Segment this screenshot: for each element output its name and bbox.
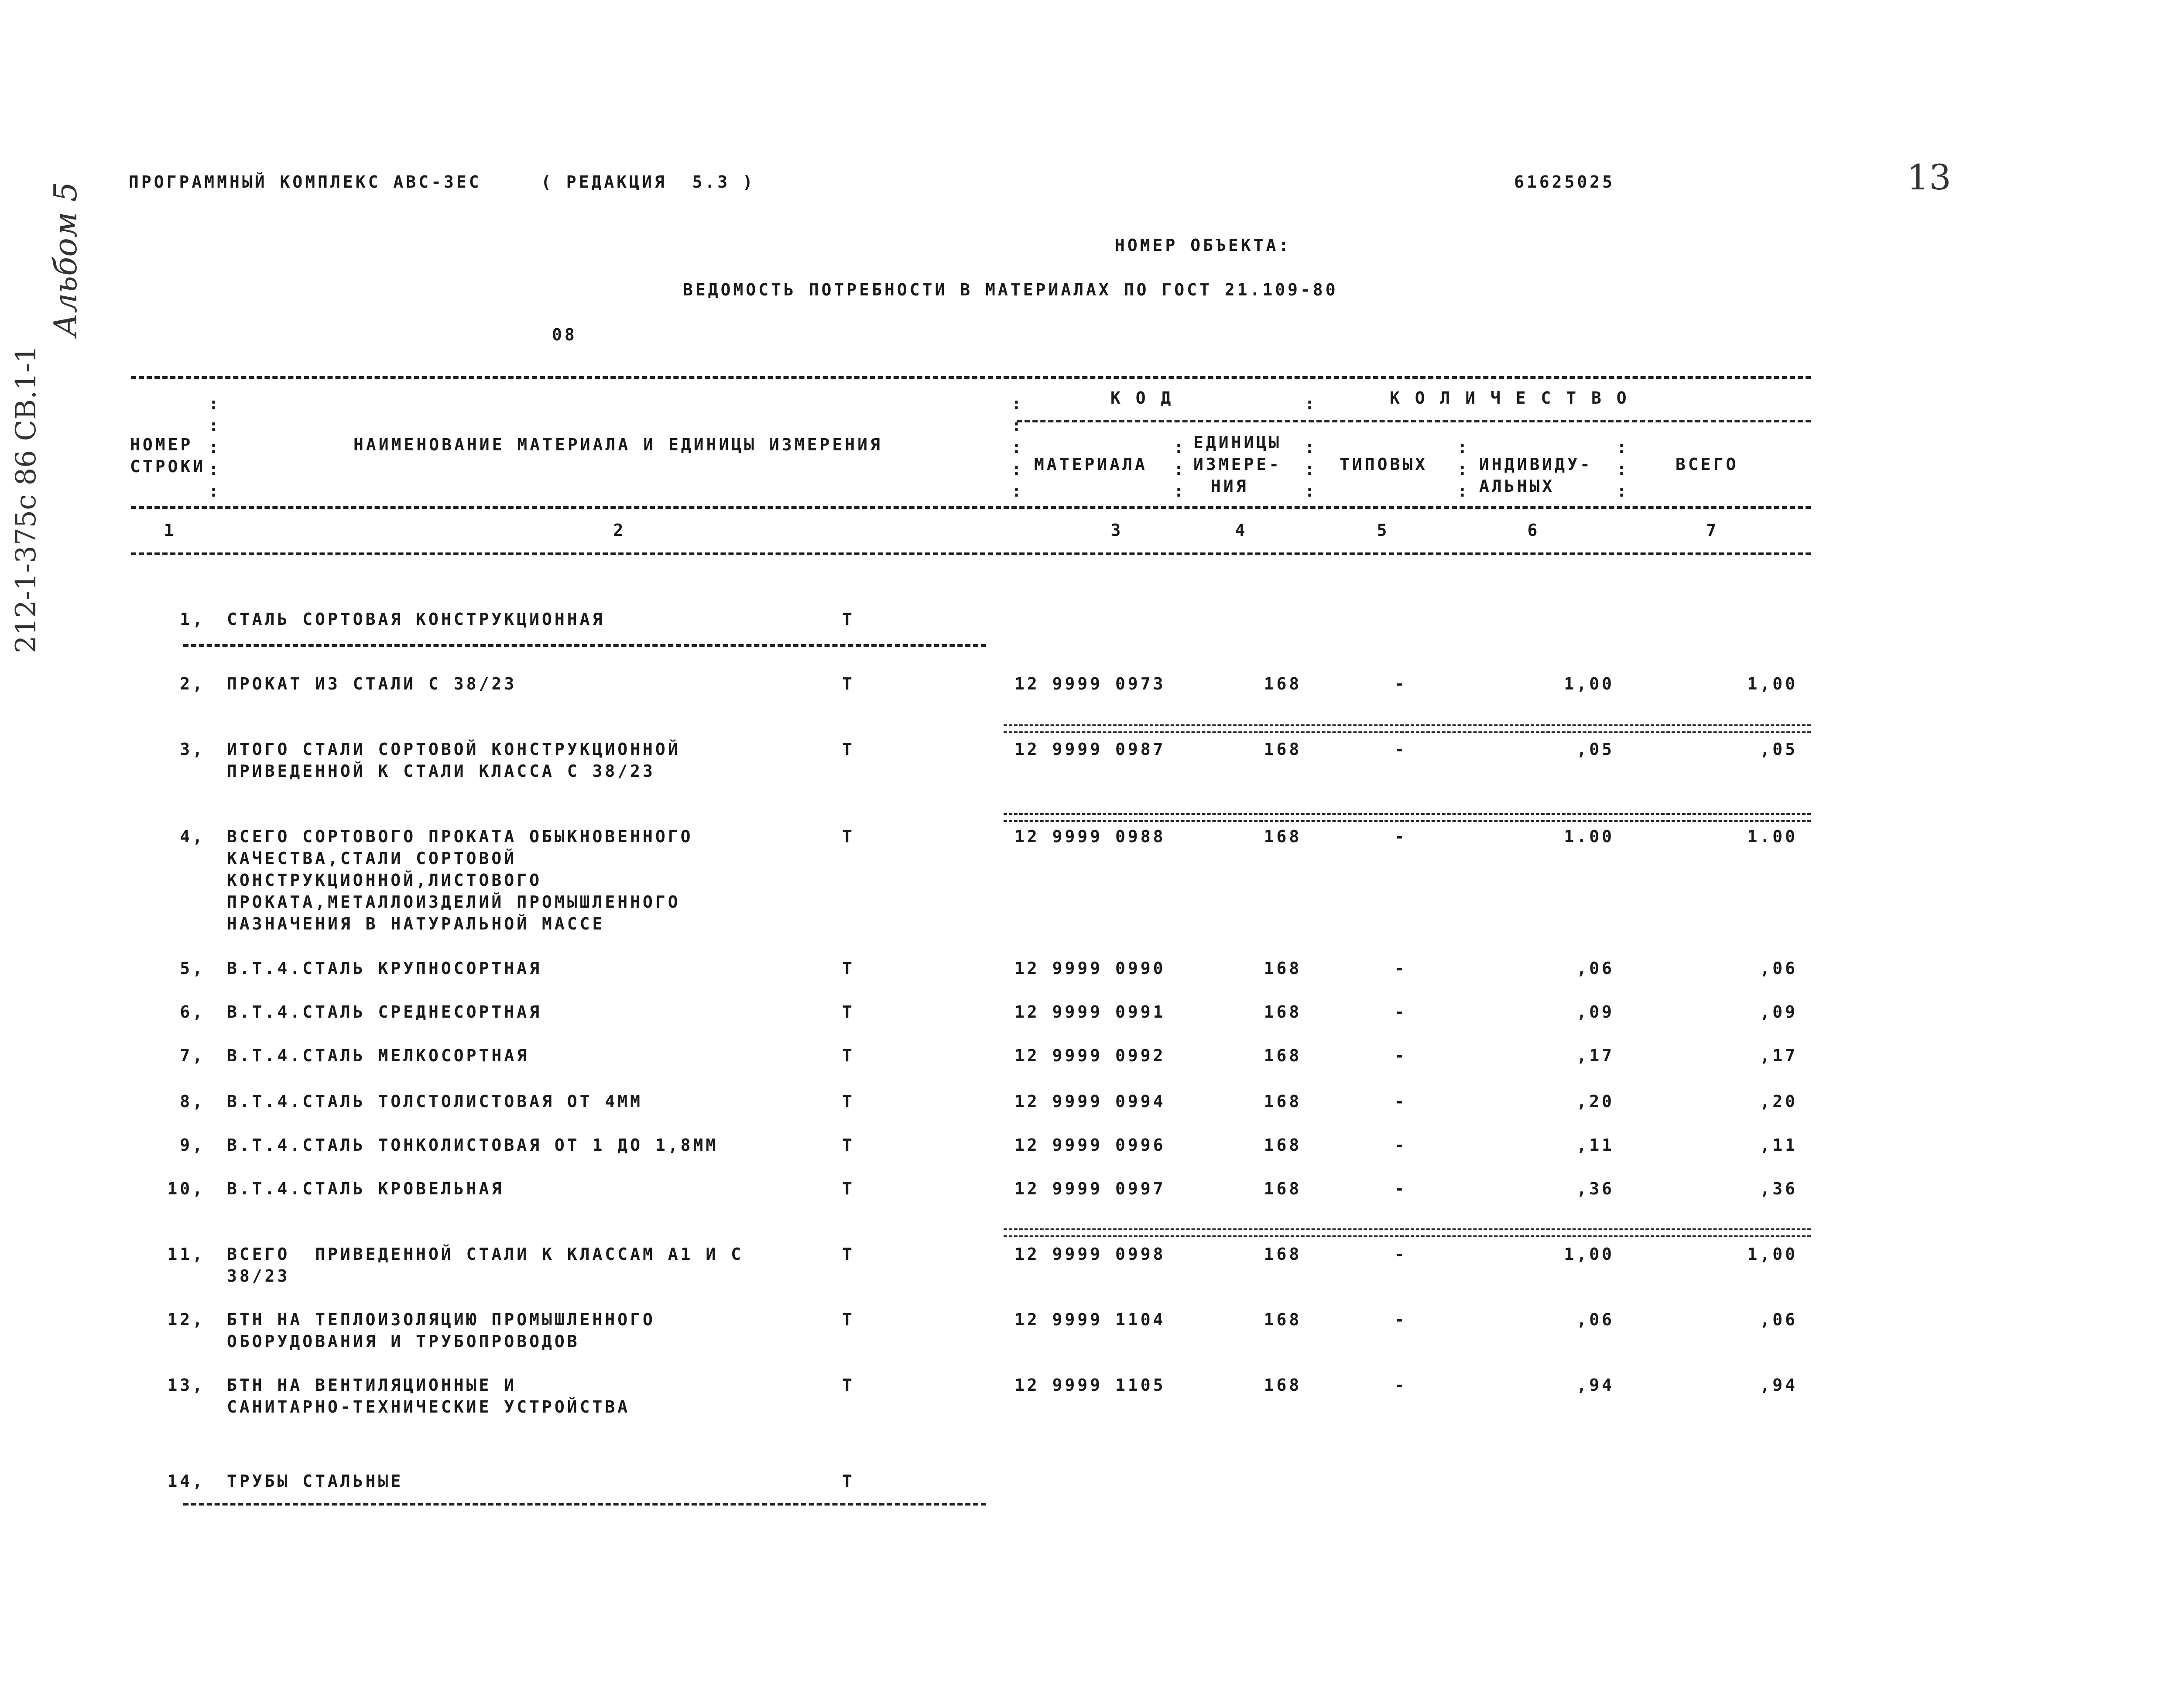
total-qty: ,17	[1760, 1046, 1798, 1065]
unit-code: 168	[1264, 1179, 1302, 1198]
header-total: ВСЕГО	[1676, 455, 1739, 474]
material-name: В.Т.4.СТАЛЬ ТОНКОЛИСТОВАЯ ОТ 1 ДО 1,8ММ	[227, 1135, 719, 1155]
unit-mark: Т	[842, 959, 855, 978]
header-individual-2: АЛЬНЫХ	[1479, 477, 1555, 496]
material-name: ВСЕГО ПРИВЕДЕННОЙ СТАЛИ К КЛАССАМ А1 И С	[227, 1245, 744, 1264]
row-number: 2,	[180, 674, 205, 693]
unit-mark: Т	[842, 1245, 855, 1264]
material-name: ПРОКАТ ИЗ СТАЛИ С 38/23	[227, 674, 517, 693]
total-qty: ,11	[1760, 1135, 1798, 1155]
material-name: ОБОРУДОВАНИЯ И ТРУБОПРОВОДОВ	[227, 1332, 580, 1351]
margin-album-note: Альбом 5	[47, 182, 84, 337]
individual-qty: 1.00	[1564, 827, 1614, 846]
total-qty: ,06	[1760, 1310, 1798, 1329]
object-number: 08	[552, 325, 577, 344]
individual-qty: ,11	[1576, 1135, 1614, 1155]
material-name: В.Т.4.СТАЛЬ ТОЛСТОЛИСТОВАЯ ОТ 4ММ	[227, 1092, 643, 1111]
unit-mark: Т	[842, 610, 855, 629]
material-code: 12 9999 0990	[1014, 959, 1166, 978]
header-name: НАИМЕНОВАНИЕ МАТЕРИАЛА И ЕДИНИЦЫ ИЗМЕРЕНИЯ	[353, 435, 883, 454]
total-qty: 1,00	[1747, 674, 1798, 693]
unit-code: 168	[1264, 1375, 1302, 1395]
row1-underline	[183, 644, 986, 647]
double-rule-3	[1004, 724, 1811, 733]
unit-code: 168	[1264, 1245, 1302, 1264]
material-code: 12 9999 1105	[1014, 1375, 1166, 1395]
typical-qty: -	[1394, 740, 1407, 759]
col-number-3: 3	[1110, 521, 1124, 540]
total-qty: ,05	[1760, 740, 1798, 759]
program-edition: ( РЕДАКЦИЯ 5.3 )	[541, 172, 755, 192]
individual-qty: ,06	[1576, 959, 1614, 978]
total-qty: ,36	[1760, 1179, 1798, 1198]
document-title: ВЕДОМОСТЬ ПОТРЕБНОСТИ В МАТЕРИАЛАХ ПО ГОСТ 21.109-80	[683, 280, 1338, 299]
header-row-no: НОМЕР	[130, 435, 193, 454]
material-name: СТАЛЬ СОРТОВАЯ КОНСТРУКЦИОННАЯ	[227, 610, 605, 629]
header-material: МАТЕРИАЛА	[1034, 455, 1148, 474]
material-code: 12 9999 0991	[1014, 1002, 1166, 1022]
header-separators: : : : : :	[209, 394, 221, 501]
header-separators-total: : : :	[1617, 438, 1629, 501]
typical-qty: -	[1394, 1375, 1407, 1395]
material-name: ПРОКАТА,МЕТАЛЛОИЗДЕЛИЙ ПРОМЫШЛЕННОГО	[227, 892, 681, 912]
row-number: 1,	[180, 610, 205, 629]
col-number-6: 6	[1527, 521, 1540, 540]
individual-qty: ,06	[1576, 1310, 1614, 1329]
typical-qty: -	[1394, 1245, 1407, 1264]
typical-qty: -	[1394, 827, 1407, 846]
row-number: 12,	[167, 1310, 205, 1329]
material-name: ИТОГО СТАЛИ СОРТОВОЙ КОНСТРУКЦИОННОЙ	[227, 740, 681, 759]
unit-mark: Т	[842, 1046, 855, 1065]
material-name: ВСЕГО СОРТОВОГО ПРОКАТА ОБЫКНОВЕННОГО	[227, 827, 693, 846]
material-name: В.Т.4.СТАЛЬ КРУПНОСОРТНАЯ	[227, 959, 542, 978]
row-number: 4,	[180, 827, 205, 846]
material-name: В.Т.4.СТАЛЬ КРОВЕЛЬНАЯ	[227, 1179, 504, 1198]
header-separators-unit: : : :	[1174, 438, 1186, 501]
double-rule-4	[1004, 813, 1811, 822]
header-typical: ТИПОВЫХ	[1340, 455, 1428, 474]
typical-qty: -	[1394, 959, 1407, 978]
material-name: В.Т.4.СТАЛЬ МЕЛКОСОРТНАЯ	[227, 1046, 530, 1065]
header-unit-1: ЕДИНИЦЫ	[1193, 433, 1282, 452]
unit-code: 168	[1264, 959, 1302, 978]
header-row-no-2: СТРОКИ	[130, 457, 206, 476]
material-name: САНИТАРНО-ТЕХНИЧЕСКИЕ УСТРОЙСТВА	[227, 1397, 630, 1416]
program-title: ПРОГРАММНЫЙ КОМПЛЕКС АВС-3ЕС	[129, 172, 482, 192]
unit-mark: Т	[842, 1310, 855, 1329]
material-code: 12 9999 0998	[1014, 1245, 1166, 1264]
header-code-group: К О Д	[1110, 388, 1174, 408]
unit-mark: Т	[842, 1092, 855, 1111]
individual-qty: ,09	[1576, 1002, 1614, 1022]
material-name: В.Т.4.СТАЛЬ СРЕДНЕСОРТНАЯ	[227, 1002, 542, 1022]
header-separators-typ: : : : :	[1305, 394, 1317, 501]
double-rule-11	[1004, 1228, 1811, 1237]
col-number-4: 4	[1235, 521, 1248, 540]
row-number: 3,	[180, 740, 205, 759]
material-name: КАЧЕСТВА,СТАЛИ СОРТОВОЙ	[227, 849, 517, 868]
unit-mark: Т	[842, 1135, 855, 1155]
header-rule-top	[131, 376, 1811, 379]
unit-mark: Т	[842, 1375, 855, 1395]
material-name: ПРИВЕДЕННОЙ К СТАЛИ КЛАССА С 38/23	[227, 761, 655, 781]
unit-mark: Т	[842, 740, 855, 759]
unit-mark: Т	[842, 1002, 855, 1022]
header-unit-2: ИЗМЕРЕ-	[1193, 455, 1282, 474]
object-number-label: НОМЕР ОБЪЕКТА:	[1115, 236, 1292, 255]
material-name: ТРУБЫ СТАЛЬНЫЕ	[227, 1471, 404, 1491]
individual-qty: ,94	[1576, 1375, 1614, 1395]
material-name: БТН НА ВЕНТИЛЯЦИОННЫЕ И	[227, 1375, 517, 1395]
typical-qty: -	[1394, 1135, 1407, 1155]
row-number: 14,	[167, 1471, 205, 1491]
row-number: 6,	[180, 1002, 205, 1022]
individual-qty: ,05	[1576, 740, 1614, 759]
unit-code: 168	[1264, 740, 1302, 759]
row-number: 7,	[180, 1046, 205, 1065]
unit-code: 168	[1264, 1310, 1302, 1329]
total-qty: ,06	[1760, 959, 1798, 978]
row-number: 8,	[180, 1092, 205, 1111]
page-number: 13	[1907, 157, 1951, 198]
header-unit-3: НИЯ	[1211, 477, 1249, 496]
material-code: 12 9999 0994	[1014, 1092, 1166, 1111]
header-rule-group	[1017, 420, 1811, 422]
typical-qty: -	[1394, 1092, 1407, 1111]
material-code: 12 9999 1104	[1014, 1310, 1166, 1329]
row-number: 10,	[167, 1179, 205, 1198]
total-qty: 1.00	[1747, 827, 1798, 846]
individual-qty: ,36	[1576, 1179, 1614, 1198]
row-number: 5,	[180, 959, 205, 978]
unit-code: 168	[1264, 827, 1302, 846]
material-code: 12 9999 0996	[1014, 1135, 1166, 1155]
typical-qty: -	[1394, 1002, 1407, 1022]
total-qty: ,09	[1760, 1002, 1798, 1022]
total-qty: ,20	[1760, 1092, 1798, 1111]
material-code: 12 9999 0973	[1014, 674, 1166, 693]
unit-mark: Т	[842, 1471, 855, 1491]
typical-qty: -	[1394, 1310, 1407, 1329]
material-code: 12 9999 0992	[1014, 1046, 1166, 1065]
material-code: 12 9999 0997	[1014, 1179, 1166, 1198]
unit-code: 168	[1264, 1046, 1302, 1065]
material-name: БТН НА ТЕПЛОИЗОЛЯЦИЮ ПРОМЫШЛЕННОГО	[227, 1310, 655, 1329]
row-number: 9,	[180, 1135, 205, 1155]
header-individual-1: ИНДИВИДУ-	[1479, 455, 1593, 474]
unit-mark: Т	[842, 1179, 855, 1198]
col-number-1: 1	[164, 521, 177, 540]
typical-qty: -	[1394, 674, 1407, 693]
material-code: 12 9999 0987	[1014, 740, 1166, 759]
total-qty: ,94	[1760, 1375, 1798, 1395]
col-number-5: 5	[1377, 521, 1390, 540]
row14-underline	[183, 1503, 986, 1506]
unit-code: 168	[1264, 674, 1302, 693]
header-separators-ind: : : :	[1457, 438, 1470, 501]
individual-qty: 1,00	[1564, 1245, 1614, 1264]
unit-code: 168	[1264, 1135, 1302, 1155]
col-number-7: 7	[1706, 521, 1719, 540]
unit-mark: Т	[842, 827, 855, 846]
header-quantity-group: К О Л И Ч Е С Т В О	[1390, 388, 1629, 408]
total-qty: 1,00	[1747, 1245, 1798, 1264]
col-number-2: 2	[613, 521, 626, 540]
material-code: 12 9999 0988	[1014, 827, 1166, 846]
unit-code: 168	[1264, 1002, 1302, 1022]
header-rule-mid	[131, 506, 1811, 509]
header-separators-code: : : : : :	[1011, 394, 1024, 501]
individual-qty: 1,00	[1564, 674, 1614, 693]
unit-mark: Т	[842, 674, 855, 693]
document-code: 61625025	[1514, 172, 1615, 192]
row-number: 11,	[167, 1245, 205, 1264]
row-number: 13,	[167, 1375, 205, 1395]
typical-qty: -	[1394, 1179, 1407, 1198]
typical-qty: -	[1394, 1046, 1407, 1065]
individual-qty: ,17	[1576, 1046, 1614, 1065]
material-name: 38/23	[227, 1266, 290, 1286]
unit-code: 168	[1264, 1092, 1302, 1111]
material-name: НАЗНАЧЕНИЯ В НАТУРАЛЬНОЙ МАССЕ	[227, 914, 605, 933]
margin-series-note: 212-1-375с 86 СВ.1-1	[10, 345, 42, 653]
header-rule-bottom	[131, 552, 1811, 555]
material-name: КОНСТРУКЦИОННОЙ,ЛИСТОВОГО	[227, 871, 542, 890]
individual-qty: ,20	[1576, 1092, 1614, 1111]
